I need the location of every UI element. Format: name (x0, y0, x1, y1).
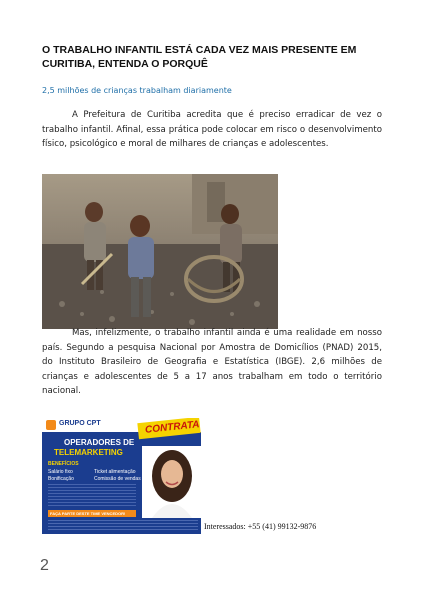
ad-heading-line1: OPERADORES DE (64, 438, 135, 447)
ad-woman-photo (142, 446, 201, 518)
contact-line: Interessados: +55 (41) 99132-9876 (204, 522, 317, 531)
article-title: O TRABALHO INFANTIL ESTÁ CADA VEZ MAIS PRESENTE EM CURITIBA, ENTENDA O PORQUÊ (42, 44, 357, 70)
paragraph-statistics-text: Mas, infelizmente, o trabalho infantil ainda é uma realidade em nosso país. Segundo a pesquisa Nacional por Amostra de Domicílios (PNAD) 2015, do Instituto Brasileiro de Geografia e Estatística (IBGE). 2,6 milhões de crianças e adolescentes de 5 a 17 anos trabalham em todo o território nacional. (42, 328, 382, 396)
ad-fineprint-block (48, 484, 136, 506)
ad-benefit-item: Comissão de vendas (94, 476, 141, 482)
ad-footer-fineprint (48, 520, 198, 532)
ad-benefits-title: BENEFÍCIOS (48, 461, 79, 467)
ad-benefit-item: Salário fixo (48, 469, 73, 475)
paragraph-intro-text: A Prefeitura de Curitiba acredita que é preciso erradicar de vez o trabalho infantil. Afinal, essa prática pode colocar em risco o desenvolvimento físico, psicológico e moral de milhares de crianças e adolescentes. (42, 110, 382, 149)
page-number: 2 (40, 557, 49, 574)
ad-cta: FAÇA PARTE DESTE TIME VENCEDOR! (50, 511, 126, 516)
ad-benefit-item: Ticket alimentação (94, 469, 136, 475)
ad-contrata-text: CONTRATA (144, 419, 201, 436)
ad-benefit-item: Bonificação (48, 476, 74, 482)
cpt-logo-icon (46, 420, 56, 430)
photo-illustration (42, 174, 278, 329)
woman-illustration (142, 446, 201, 518)
ad-heading-line2: TELEMARKETING (54, 448, 123, 457)
telemarketing-job-ad (42, 418, 201, 534)
ad-brand: GRUPO CPT (59, 420, 101, 427)
children-working-photo (42, 174, 278, 329)
paragraph-intro (42, 108, 382, 152)
article-subtitle: 2,5 milhões de crianças trabalham diariamente (42, 86, 232, 95)
paragraph-statistics (42, 326, 382, 399)
